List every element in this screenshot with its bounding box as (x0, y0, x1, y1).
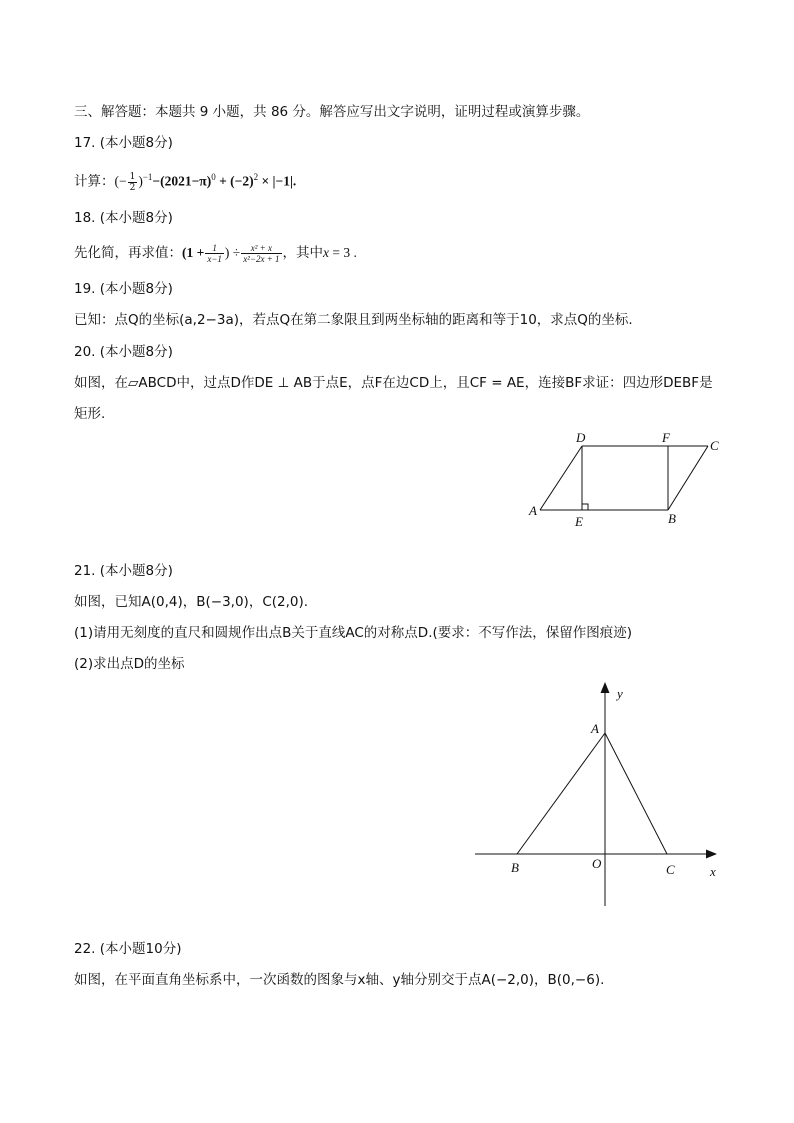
label-f: F (662, 430, 670, 445)
q18-f1-num: 1 (205, 243, 224, 254)
q17-exp3: 2 (253, 172, 259, 182)
q22-text: 如图，在平面直角坐标系中，一次函数的图象与x轴、y轴分别交于点A(−2,0)，B(0,−6). (74, 972, 605, 988)
q21-part-1: (1)请用无刻度的直尺和圆规作出点B关于直线AC的对称点D.(要求：不写作法，保留作图痕迹) (74, 625, 633, 641)
q18-f2-num: x² + x (241, 243, 281, 254)
q17-expr-e: × |−1|. (258, 173, 297, 189)
edge-ad (540, 446, 582, 510)
q17-frac-den: 2 (129, 182, 136, 193)
label-a: A (529, 503, 537, 518)
q17-exp1: −1 (142, 172, 153, 182)
q21-part-2: (2)求出点D的坐标 (74, 656, 185, 672)
q17-problem (74, 168, 296, 193)
q18-prefix: 先化简，再求值： (74, 245, 182, 261)
section-title: 三、解答题：本题共 9 小题，共 86 分。解答应写出文字说明，证明过程或演算步骤。 (74, 104, 590, 120)
label-y: y (617, 686, 623, 701)
q22-header: 22. (本小题10分) (74, 941, 182, 957)
segment-ab (517, 733, 605, 854)
q18-p2: ) ÷ (224, 245, 241, 260)
q17-frac-num: 1 (129, 171, 136, 182)
label-a: A (591, 721, 599, 736)
q20-text-1: 如图，在▱ABCD中，过点D作DE ⊥ AB于点E，点F在边CD上，且CF = AE，连接BF求证：四边形DEBF是 (74, 375, 713, 391)
segment-ac (605, 733, 667, 854)
q18-var: x (323, 245, 330, 260)
q17-expr-d: + (−2) (215, 173, 254, 189)
q19-header: 19. (本小题8分) (74, 281, 173, 297)
q18-fraction-2 (241, 243, 281, 264)
q21-given: 如图，已知A(0,4)，B(−3,0)，C(2,0). (74, 594, 309, 610)
q18-p4: = 3 . (329, 245, 357, 260)
q20-header: 20. (本小题8分) (74, 344, 173, 360)
edge-bc (668, 446, 708, 510)
q20-parallelogram-figure (520, 428, 730, 533)
label-o: O (592, 856, 602, 871)
label-c: C (710, 438, 719, 453)
q18-header: 18. (本小题8分) (74, 210, 173, 226)
q17-expr-b: ) (138, 173, 143, 189)
q17-prefix: 计算： (74, 173, 115, 190)
x-axis-arrow-icon (706, 850, 717, 859)
q21-header: 21. (本小题8分) (74, 563, 173, 579)
q18-f2-den: x²−2x + 1 (243, 254, 280, 264)
q20-text-2: 矩形. (74, 406, 106, 422)
label-d: D (576, 430, 586, 445)
q21-coordinate-figure (470, 676, 730, 910)
q17-fraction (128, 172, 138, 193)
label-c: C (666, 862, 675, 877)
right-angle-mark (582, 504, 588, 510)
q19-text: 已知：点Q的坐标(a,2−3a)，若点Q在第二象限且到两坐标轴的距离和等于10，求点Q的坐标. (74, 312, 633, 328)
q17-expr-c: −(2021−π) (152, 173, 212, 189)
q17-exp2: 0 (211, 172, 216, 182)
q17-expr-a: (− (114, 173, 127, 189)
q18-fraction-1 (205, 243, 224, 264)
label-e: E (575, 514, 583, 529)
y-axis-arrow-icon (601, 682, 610, 693)
label-b: B (511, 860, 519, 875)
q17-header: 17. (本小题8分) (74, 135, 173, 151)
q18-problem (74, 243, 357, 264)
label-x: x (710, 864, 716, 879)
q18-f1-den: x−1 (207, 254, 222, 264)
q18-p3: ，其中 (282, 245, 324, 261)
label-b: B (668, 511, 676, 526)
q18-p1: (1 + (182, 245, 205, 260)
